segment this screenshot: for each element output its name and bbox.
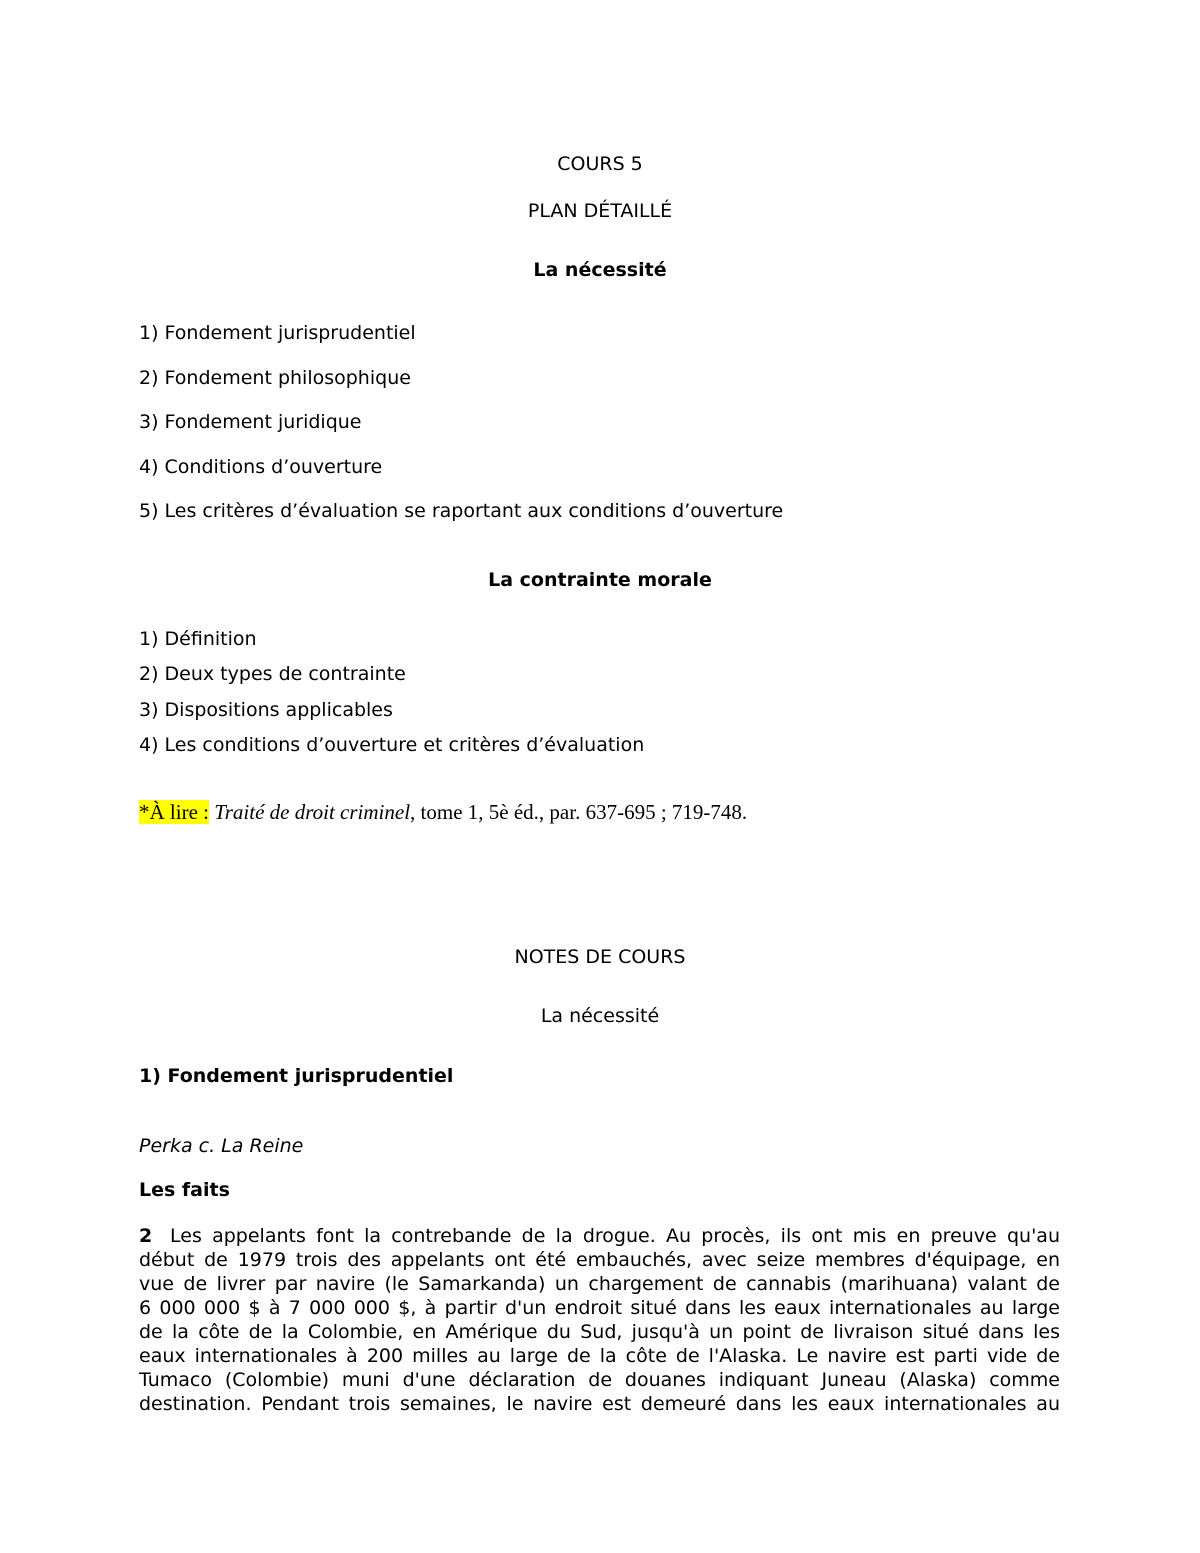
reading-book-title: Traité de droit criminel xyxy=(214,800,411,824)
paragraph-line: de la côte de la Colombie, en Amérique du Sud, jusqu'à un point de livraison situé dans les xyxy=(139,1321,1060,1343)
plan-title: PLAN DÉTAILLÉ xyxy=(527,200,673,222)
facts-paragraph xyxy=(139,1224,1060,1416)
facts-heading: Les faits xyxy=(139,1179,230,1201)
notes-title: NOTES DE COURS xyxy=(514,946,686,968)
plan-item: 2) Deux types de contrainte xyxy=(139,663,406,685)
paragraph-line: 6 000 000 $ à 7 000 000 $, à partir d'un endroit situé dans les eaux internationales au large xyxy=(139,1297,1060,1319)
section-title-contrainte: La contrainte morale xyxy=(488,569,712,591)
reading-label: *À lire : xyxy=(139,800,209,824)
plan-item: 4) Conditions d’ouverture xyxy=(139,456,383,478)
section-title-necessite: La nécessité xyxy=(533,259,667,281)
plan-item: 1) Définition xyxy=(139,628,257,650)
reading-details: , tome 1, 5è éd., par. 637-695 ; 719-748. xyxy=(410,800,748,824)
paragraph-number: 2 xyxy=(139,1225,153,1247)
case-name: Perka c. La Reine xyxy=(139,1135,304,1157)
paragraph-line: Tumaco (Colombie) muni d'une déclaration de douanes indiquant Juneau (Alaska) comme xyxy=(139,1369,1060,1391)
plan-item: 1) Fondement jurisprudentiel xyxy=(139,322,416,344)
paragraph-line: destination. Pendant trois semaines, le navire est demeuré dans les eaux internationales au xyxy=(139,1393,1060,1415)
cours-title: COURS 5 xyxy=(557,153,643,175)
paragraph-line: vue de livrer par navire (le Samarkanda) un chargement de cannabis (marihuana) valant de xyxy=(139,1273,1060,1295)
paragraph-line: 2 Les appelants font la contrebande de la drogue. Au procès, ils ont mis en preuve qu'au xyxy=(139,1225,1060,1247)
notes-section-title: La nécessité xyxy=(540,1005,660,1027)
plan-item: 3) Fondement juridique xyxy=(139,411,362,433)
plan-item: 2) Fondement philosophique xyxy=(139,367,411,389)
plan-item: 5) Les critères d’évaluation se raportant aux conditions d’ouverture xyxy=(139,500,784,522)
plan-item: 4) Les conditions d’ouverture et critères d’évaluation xyxy=(139,734,645,756)
reading-reference xyxy=(139,800,747,824)
notes-subsection-title: 1) Fondement jurisprudentiel xyxy=(139,1065,454,1087)
paragraph-line: début de 1979 trois des appelants ont été embauchés, avec seize membres d'équipage, en xyxy=(139,1249,1060,1271)
plan-item: 3) Dispositions applicables xyxy=(139,699,393,721)
paragraph-line: eaux internationales à 200 milles au large de la côte de l'Alaska. Le navire est parti vide de xyxy=(139,1345,1060,1367)
